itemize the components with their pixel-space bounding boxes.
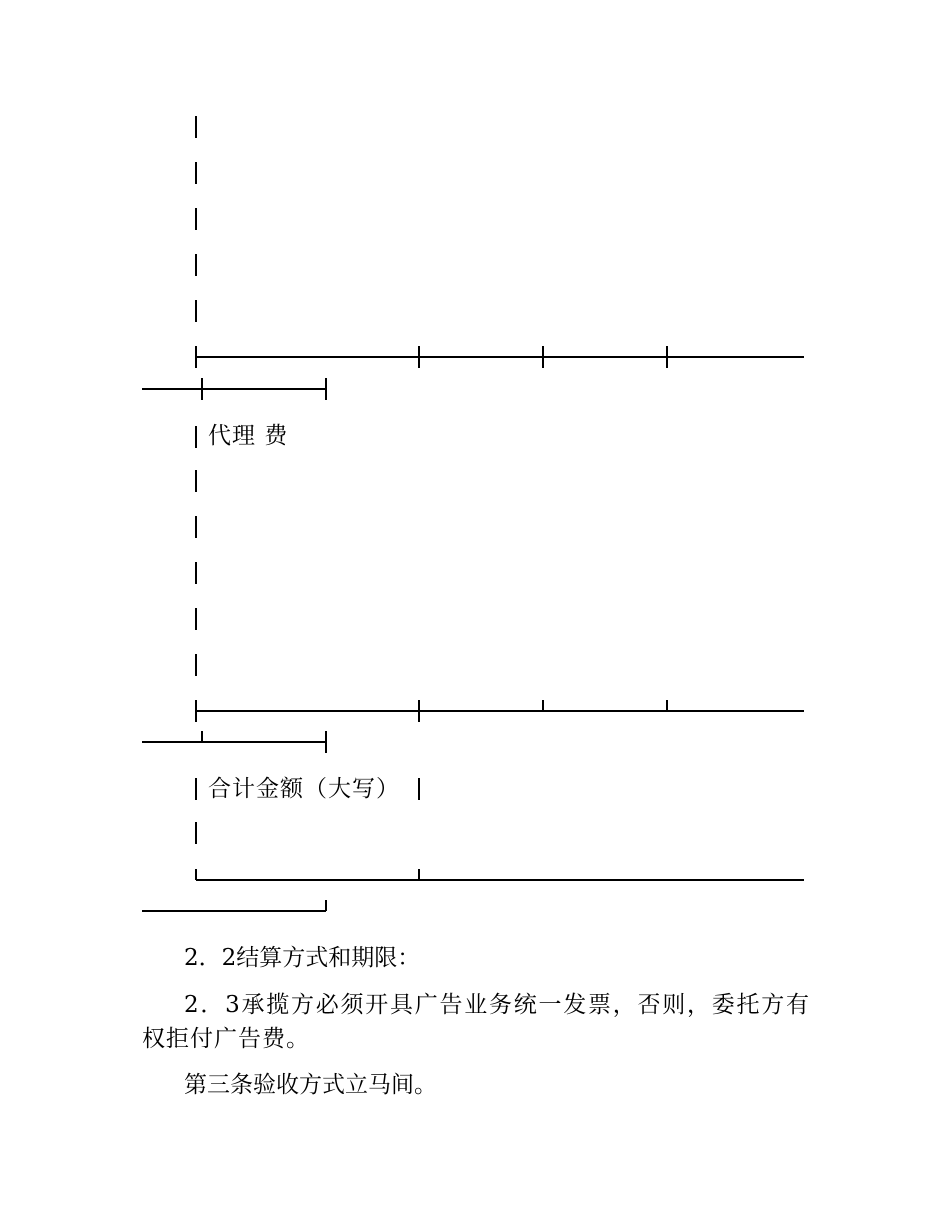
clause-2-2: 2．2结算方式和期限：	[184, 945, 421, 971]
total-amount-label: 合计金额（大写）	[208, 776, 400, 802]
agency-fee-label: 代理 费	[208, 423, 289, 449]
clause-3: 第三条验收方式立马间。	[184, 1072, 437, 1098]
clause-2-3: 2．3承揽方必须开具广告业务统一发票，否则，委托方有权拒付广告费。	[142, 992, 810, 1052]
